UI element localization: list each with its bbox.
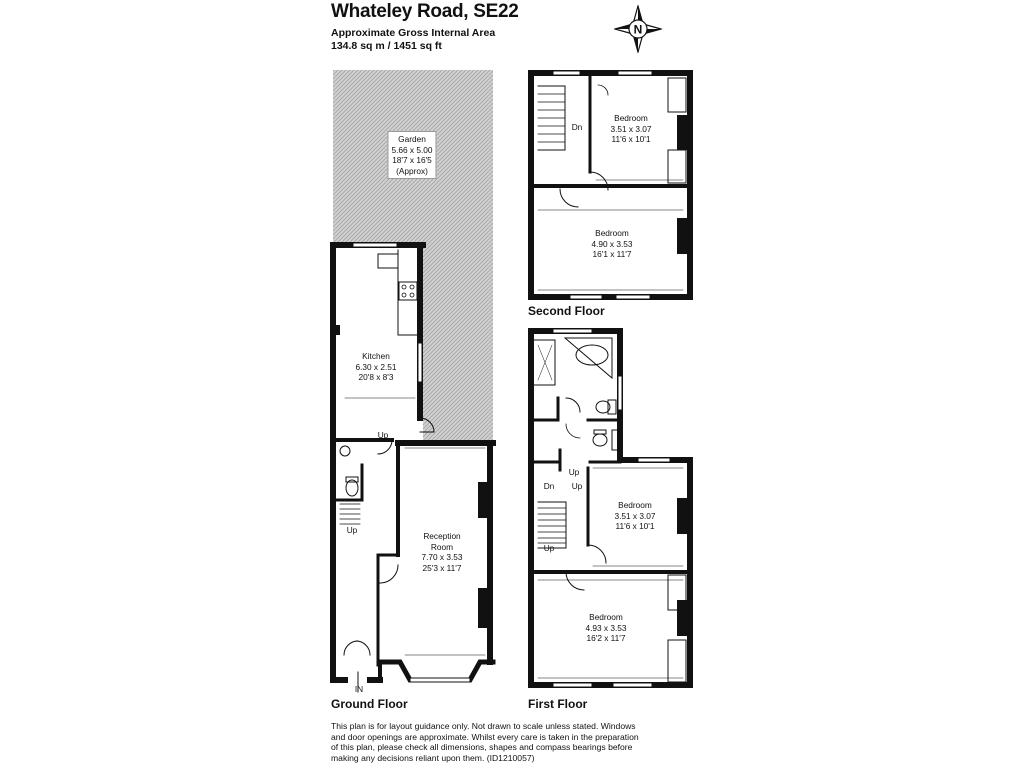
compass-letter: N [633,22,643,37]
stair-up-label: Up [568,467,580,477]
bedroom-imperial: 16'2 x 11'7 [586,633,626,643]
kitchen-name: Kitchen [362,351,390,361]
disclaimer-line: making any decisions reliant upon them. (ID1210057) [331,752,535,763]
stair-down-label: Dn [543,481,555,491]
stair-up-label: Up [377,430,389,440]
garden-label [387,131,436,179]
first-floor-label: First Floor [528,697,588,711]
page-title: Whateley Road, SE22 [331,1,519,22]
bedroom-name: Bedroom [589,612,623,622]
kitchen-imperial: 20'8 x 8'3 [358,372,394,382]
compass-icon [614,5,662,53]
bedroom-imperial: 11'6 x 10'1 [615,521,655,531]
garden-area [333,70,493,445]
bedroom-metric: 3.51 x 3.07 [610,123,652,134]
second-floor-plan [531,71,690,299]
ground-floor-label: Ground Floor [331,697,408,711]
bedroom-imperial: 16'1 x 11'7 [592,249,632,259]
stair-up-label: Up [346,525,358,535]
reception-label [421,531,462,573]
kitchen-metric: 6.30 x 2.51 [355,361,397,372]
kitchen-label [355,351,396,383]
area-heading: Approximate Gross Internal Area [331,27,496,39]
disclaimer-text [331,721,639,763]
bedroom-name: Bedroom [595,228,629,238]
garden-note: (Approx) [396,165,428,176]
second-floor-bedroom-small-label [610,113,651,145]
stair-up-label: Up [571,481,583,491]
first-floor-bedroom-small-label [614,500,655,532]
stair-down-label: Dn [571,122,583,132]
garden-imperial: 18'7 x 16'5 [392,155,432,165]
reception-name: Reception [423,531,461,541]
second-floor-label: Second Floor [528,304,605,318]
garden-metric: 5.66 x 5.00 [391,144,433,155]
bedroom-metric: 4.93 x 3.53 [585,622,627,633]
garden-name: Garden [398,134,426,144]
bedroom-metric: 4.90 x 3.53 [591,238,633,249]
area-value: 134.8 sq m / 1451 sq ft [331,40,442,52]
disclaimer-line: of this plan, please check all dimensions, shapes and compass bearings before [331,742,633,753]
reception-metric: 7.70 x 3.53 [421,552,463,562]
reception-imperial: 25'3 x 11'7 [422,562,462,573]
bedroom-name: Bedroom [614,113,648,123]
bedroom-metric: 3.51 x 3.07 [614,510,656,521]
first-floor-bedroom-large-label [585,612,626,644]
reception-name-2: Room [430,541,454,552]
disclaimer-line: This plan is for layout guidance only. Not drawn to scale unless stated. Windows [331,721,636,731]
bedroom-imperial: 11'6 x 10'1 [611,134,651,144]
second-floor-bedroom-large-label [591,228,632,260]
entrance-label: IN [354,684,364,694]
disclaimer-line: and door openings are approximate. Whilst every care is taken in the preparation [331,731,639,742]
stair-up-label: Up [543,543,555,553]
bedroom-name: Bedroom [618,500,652,510]
